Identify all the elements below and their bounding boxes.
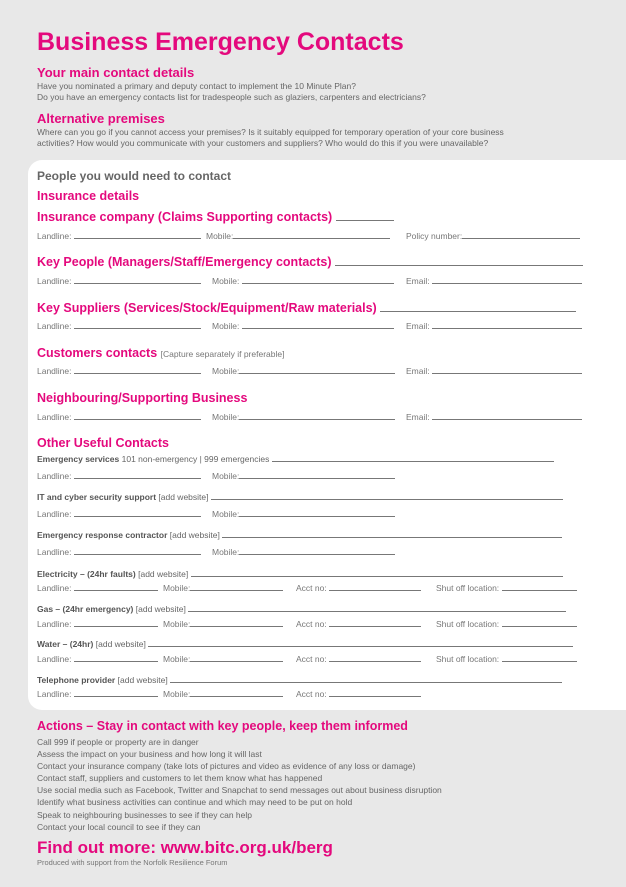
insurance-details-heading: Insurance details	[37, 189, 140, 203]
acct-no-field[interactable]	[296, 655, 436, 664]
email-field[interactable]	[406, 413, 582, 422]
emergency-services-fields	[37, 472, 395, 481]
landline-field[interactable]	[37, 548, 212, 557]
alt-premises-heading: Alternative premises	[37, 111, 165, 126]
field-label: Mobile:	[212, 276, 240, 286]
contact-label: Telephone provider	[37, 675, 116, 685]
field-label: Mobile:	[212, 412, 240, 422]
field-label: Acct no:	[296, 689, 327, 699]
action-item: Identify what business activities can continue and which may need to be put on hold	[37, 797, 353, 808]
field-label: Mobile:	[163, 689, 191, 699]
action-item: Contact your insurance company (take lots of pictures and video as evidence of any loss or damage)	[37, 761, 416, 772]
landline-field[interactable]	[37, 655, 163, 664]
field-label: Email:	[406, 412, 430, 422]
gas-label	[37, 605, 566, 614]
landline-field[interactable]	[37, 584, 163, 593]
email-field[interactable]	[406, 322, 582, 331]
customers-fields	[37, 367, 582, 376]
it-support-fields	[37, 510, 395, 519]
mobile-field[interactable]	[206, 232, 406, 241]
section-heading: Insurance company (Claims Supporting contacts)	[37, 210, 333, 224]
contact-line[interactable]	[188, 610, 566, 612]
water-label	[37, 640, 573, 649]
customers-note: [Capture separately if preferable]	[160, 349, 285, 359]
section-heading: Key People (Managers/Staff/Emergency contacts)	[37, 255, 332, 269]
other-contacts-heading: Other Useful Contacts	[37, 436, 169, 450]
insurance-company-fields	[37, 232, 580, 241]
contact-extra: [add website]	[117, 675, 168, 685]
mobile-field[interactable]	[163, 690, 296, 699]
customers-heading	[37, 347, 284, 360]
email-field[interactable]	[406, 367, 582, 376]
gas-fields	[37, 620, 577, 629]
emergency-contractor-fields	[37, 548, 395, 557]
mobile-field[interactable]	[212, 472, 395, 481]
contact-label: IT and cyber security support	[37, 492, 157, 502]
contact-line[interactable]	[272, 460, 554, 462]
contact-line[interactable]	[211, 498, 563, 500]
email-field[interactable]	[406, 277, 582, 286]
acct-no-field[interactable]	[296, 690, 421, 699]
policy-number-field[interactable]	[406, 232, 580, 241]
field-label: Acct no:	[296, 619, 327, 629]
acct-no-field[interactable]	[296, 620, 436, 629]
main-contact-heading: Your main contact details	[37, 65, 195, 80]
water-fields	[37, 655, 577, 664]
contact-line[interactable]	[222, 536, 562, 538]
field-label: Landline:	[37, 412, 72, 422]
landline-field[interactable]	[37, 232, 206, 241]
landline-field[interactable]	[37, 620, 163, 629]
it-support-label	[37, 493, 563, 502]
page-title: Business Emergency Contacts	[37, 28, 404, 56]
key-suppliers-heading	[37, 302, 576, 315]
main-contact-text	[37, 81, 597, 103]
contact-extra: [add website]	[138, 569, 189, 579]
action-item: Contact your local council to see if they can	[37, 821, 201, 832]
insurance-company-line[interactable]	[336, 219, 394, 221]
field-label: Landline:	[37, 231, 72, 241]
electricity-label	[37, 570, 563, 579]
field-label: Landline:	[37, 321, 72, 331]
field-label: Shut off location:	[436, 583, 500, 593]
contacts-panel	[28, 160, 626, 710]
key-people-fields	[37, 277, 582, 286]
field-label: Landline:	[37, 366, 72, 376]
contact-label: Electricity – (24hr faults)	[37, 569, 136, 579]
field-label: Mobile:	[163, 654, 191, 664]
field-label: Mobile:	[212, 509, 240, 519]
emergency-services-label	[37, 455, 554, 464]
contact-line[interactable]	[170, 681, 562, 683]
shut-off-field[interactable]	[436, 584, 577, 593]
field-label: Mobile:	[163, 583, 191, 593]
key-suppliers-fields	[37, 322, 582, 331]
key-people-heading	[37, 256, 583, 269]
landline-field[interactable]	[37, 322, 212, 331]
mobile-field[interactable]	[212, 367, 406, 376]
actions-heading: Actions – Stay in contact with key people, keep them informed	[37, 719, 408, 733]
contact-extra: [add website]	[95, 639, 146, 649]
contact-label: Emergency services	[37, 454, 120, 464]
action-item: Use social media such as Facebook, Twitter and Snapchat to send messages out about business disruption	[37, 785, 442, 796]
alt-premises-line: Where can you go if you cannot access your premises? Is it suitably equipped for temporary operation of your core business	[37, 127, 504, 137]
field-label: Acct no:	[296, 654, 327, 664]
insurance-company-heading	[37, 211, 394, 224]
shut-off-field[interactable]	[436, 620, 577, 629]
mobile-field[interactable]	[212, 548, 395, 557]
field-label: Mobile:	[212, 471, 240, 481]
field-label: Landline:	[37, 471, 72, 481]
field-label: Landline:	[37, 509, 72, 519]
landline-field[interactable]	[37, 510, 212, 519]
contact-label: Water – (24hr)	[37, 639, 94, 649]
field-label: Mobile:	[163, 619, 191, 629]
field-label: Landline:	[37, 619, 72, 629]
key-people-line[interactable]	[335, 264, 583, 266]
panel-title: People you would need to contact	[37, 169, 232, 183]
shut-off-field[interactable]	[436, 655, 577, 664]
field-label: Landline:	[37, 547, 72, 557]
acct-no-field[interactable]	[296, 584, 436, 593]
field-label: Mobile:	[212, 366, 240, 376]
field-label: Landline:	[37, 689, 72, 699]
field-label: Email:	[406, 321, 430, 331]
contact-label: Emergency response contractor	[37, 530, 168, 540]
mobile-field[interactable]	[212, 322, 406, 331]
neighbouring-fields	[37, 413, 582, 422]
mobile-field[interactable]	[212, 413, 406, 422]
contact-extra: [add website]	[135, 604, 186, 614]
landline-field[interactable]	[37, 277, 212, 286]
action-item: Assess the impact on your business and how long it will last	[37, 749, 262, 760]
field-label: Shut off location:	[436, 619, 500, 629]
mobile-field[interactable]	[212, 277, 406, 286]
key-suppliers-line[interactable]	[380, 310, 576, 312]
main-contact-line: Have you nominated a primary and deputy contact to implement the 10 Minute Plan?	[37, 81, 356, 91]
action-item: Call 999 if people or property are in danger	[37, 737, 199, 747]
electricity-fields	[37, 584, 577, 593]
action-item: Contact staff, suppliers and customers to let them know what has happened	[37, 773, 323, 784]
contact-extra: 101 non-emergency | 999 emergencies	[121, 454, 270, 464]
field-label: Landline:	[37, 276, 72, 286]
contact-label: Gas – (24hr emergency)	[37, 604, 134, 614]
field-label: Email:	[406, 366, 430, 376]
telephone-label	[37, 676, 562, 685]
mobile-field[interactable]	[212, 510, 395, 519]
landline-field[interactable]	[37, 367, 212, 376]
field-label: Mobile:	[206, 231, 234, 241]
section-heading: Customers contacts	[37, 346, 158, 360]
section-heading: Key Suppliers (Services/Stock/Equipment/Raw materials)	[37, 301, 377, 315]
field-label: Acct no:	[296, 583, 327, 593]
neighbouring-heading: Neighbouring/Supporting Business	[37, 391, 248, 405]
alt-premises-line: activities? How would you communicate with your customers and suppliers? Who would do this if you were unavailable?	[37, 138, 489, 148]
field-label: Mobile:	[212, 321, 240, 331]
actions-list	[37, 736, 442, 833]
alt-premises-text	[37, 127, 597, 149]
field-label: Email:	[406, 276, 430, 286]
action-item: Speak to neighbouring businesses to see if they can help	[37, 809, 253, 820]
field-label: Policy number:	[406, 231, 463, 241]
field-label: Shut off location:	[436, 654, 500, 664]
contact-line[interactable]	[191, 575, 563, 577]
emergency-contractor-label	[37, 531, 562, 540]
telephone-fields	[37, 690, 421, 699]
landline-field[interactable]	[37, 413, 212, 422]
main-contact-line: Do you have an emergency contacts list for tradespeople such as glaziers, carpenters and electricians?	[37, 92, 426, 102]
contact-extra: [add website]	[169, 530, 220, 540]
field-label: Mobile:	[212, 547, 240, 557]
field-label: Landline:	[37, 654, 72, 664]
landline-field[interactable]	[37, 690, 163, 699]
landline-field[interactable]	[37, 472, 212, 481]
mobile-field[interactable]	[163, 655, 296, 664]
contact-extra: [add website]	[158, 492, 209, 502]
find-out-more-link[interactable]: Find out more: www.bitc.org.uk/berg	[37, 838, 333, 857]
field-label: Landline:	[37, 583, 72, 593]
mobile-field[interactable]	[163, 584, 296, 593]
contact-line[interactable]	[148, 645, 573, 647]
produced-with-credit: Produced with support from the Norfolk Resilience Forum	[37, 858, 228, 867]
mobile-field[interactable]	[163, 620, 296, 629]
